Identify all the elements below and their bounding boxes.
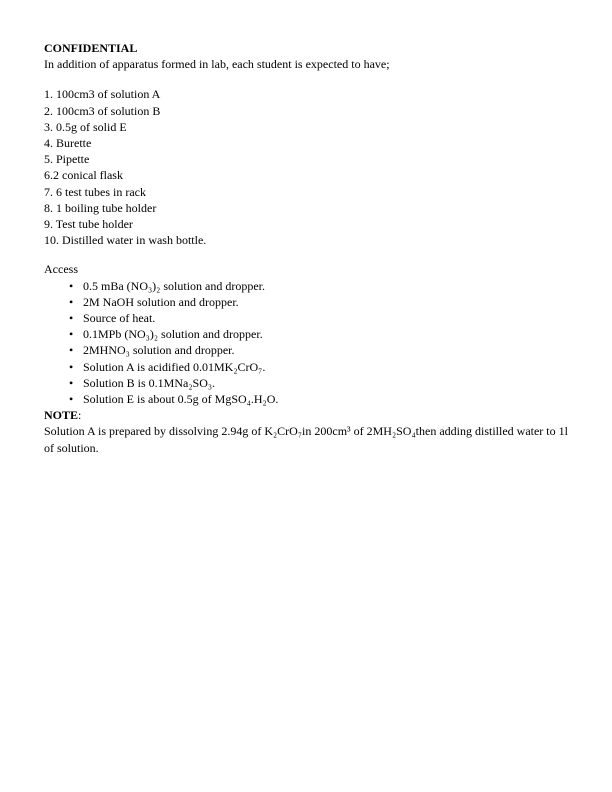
apparatus-item: 1. 100cm3 of solution A — [44, 87, 161, 102]
intro-text: In addition of apparatus formed in lab, each student is expected to have; — [44, 57, 390, 72]
access-item-text: Solution B is 0.1MNa₂SO₃. — [83, 375, 216, 390]
note-text: Solution A is prepared by dissolving 2.94g of K₂CrO₇in 200cm³ of 2MH₂SO₄then adding distilled water to 1l of solution. — [44, 424, 568, 455]
access-item — [44, 326, 568, 342]
access-item — [44, 391, 568, 407]
bullet-icon — [69, 391, 73, 407]
bullet-icon — [69, 310, 73, 326]
access-item-text: 0.5 mBa (NO₃)₂ solution and dropper. — [83, 278, 266, 293]
access-item-text: Solution E is about 0.5g of MgSO₄.H₂O. — [83, 392, 279, 407]
access-item-text: 2MHNO₃ solution and dropper. — [83, 343, 235, 358]
apparatus-list — [44, 86, 568, 248]
access-item-text: 0.1MPb (NO₃)₂ solution and dropper. — [83, 327, 263, 342]
access-item — [44, 278, 568, 294]
access-item — [44, 375, 568, 391]
apparatus-item: 4. Burette — [44, 136, 92, 151]
bullet-icon — [69, 359, 73, 375]
access-heading: Access — [44, 262, 78, 277]
bullet-icon — [69, 294, 73, 310]
bullet-icon — [69, 375, 73, 391]
bullet-icon — [69, 342, 73, 358]
apparatus-item: 5. Pipette — [44, 152, 90, 167]
note-label: NOTE — [44, 408, 79, 423]
apparatus-item: 2. 100cm3 of solution B — [44, 103, 161, 118]
access-item — [44, 342, 568, 358]
note-heading — [44, 407, 568, 423]
access-item — [44, 359, 568, 375]
access-item — [44, 310, 568, 326]
apparatus-item: 9. Test tube holder — [44, 217, 133, 232]
apparatus-item: 7. 6 test tubes in rack — [44, 184, 146, 199]
access-item — [44, 294, 568, 310]
bullet-icon — [69, 326, 73, 342]
access-item-text: Source of heat. — [83, 311, 156, 326]
apparatus-item: 8. 1 boiling tube holder — [44, 200, 157, 215]
note-separator: : — [78, 408, 82, 423]
access-list — [44, 278, 568, 408]
classification-heading: CONFIDENTIAL — [44, 41, 138, 55]
apparatus-item: 10. Distilled water in wash bottle. — [44, 233, 207, 248]
apparatus-item: 6.2 conical flask — [44, 168, 123, 183]
bullet-icon — [69, 278, 73, 294]
apparatus-item: 3. 0.5g of solid E — [44, 119, 127, 134]
access-item-text: Solution A is acidified 0.01MK₂CrO₇. — [83, 359, 266, 374]
access-item-text: 2M NaOH solution and dropper. — [83, 294, 239, 309]
